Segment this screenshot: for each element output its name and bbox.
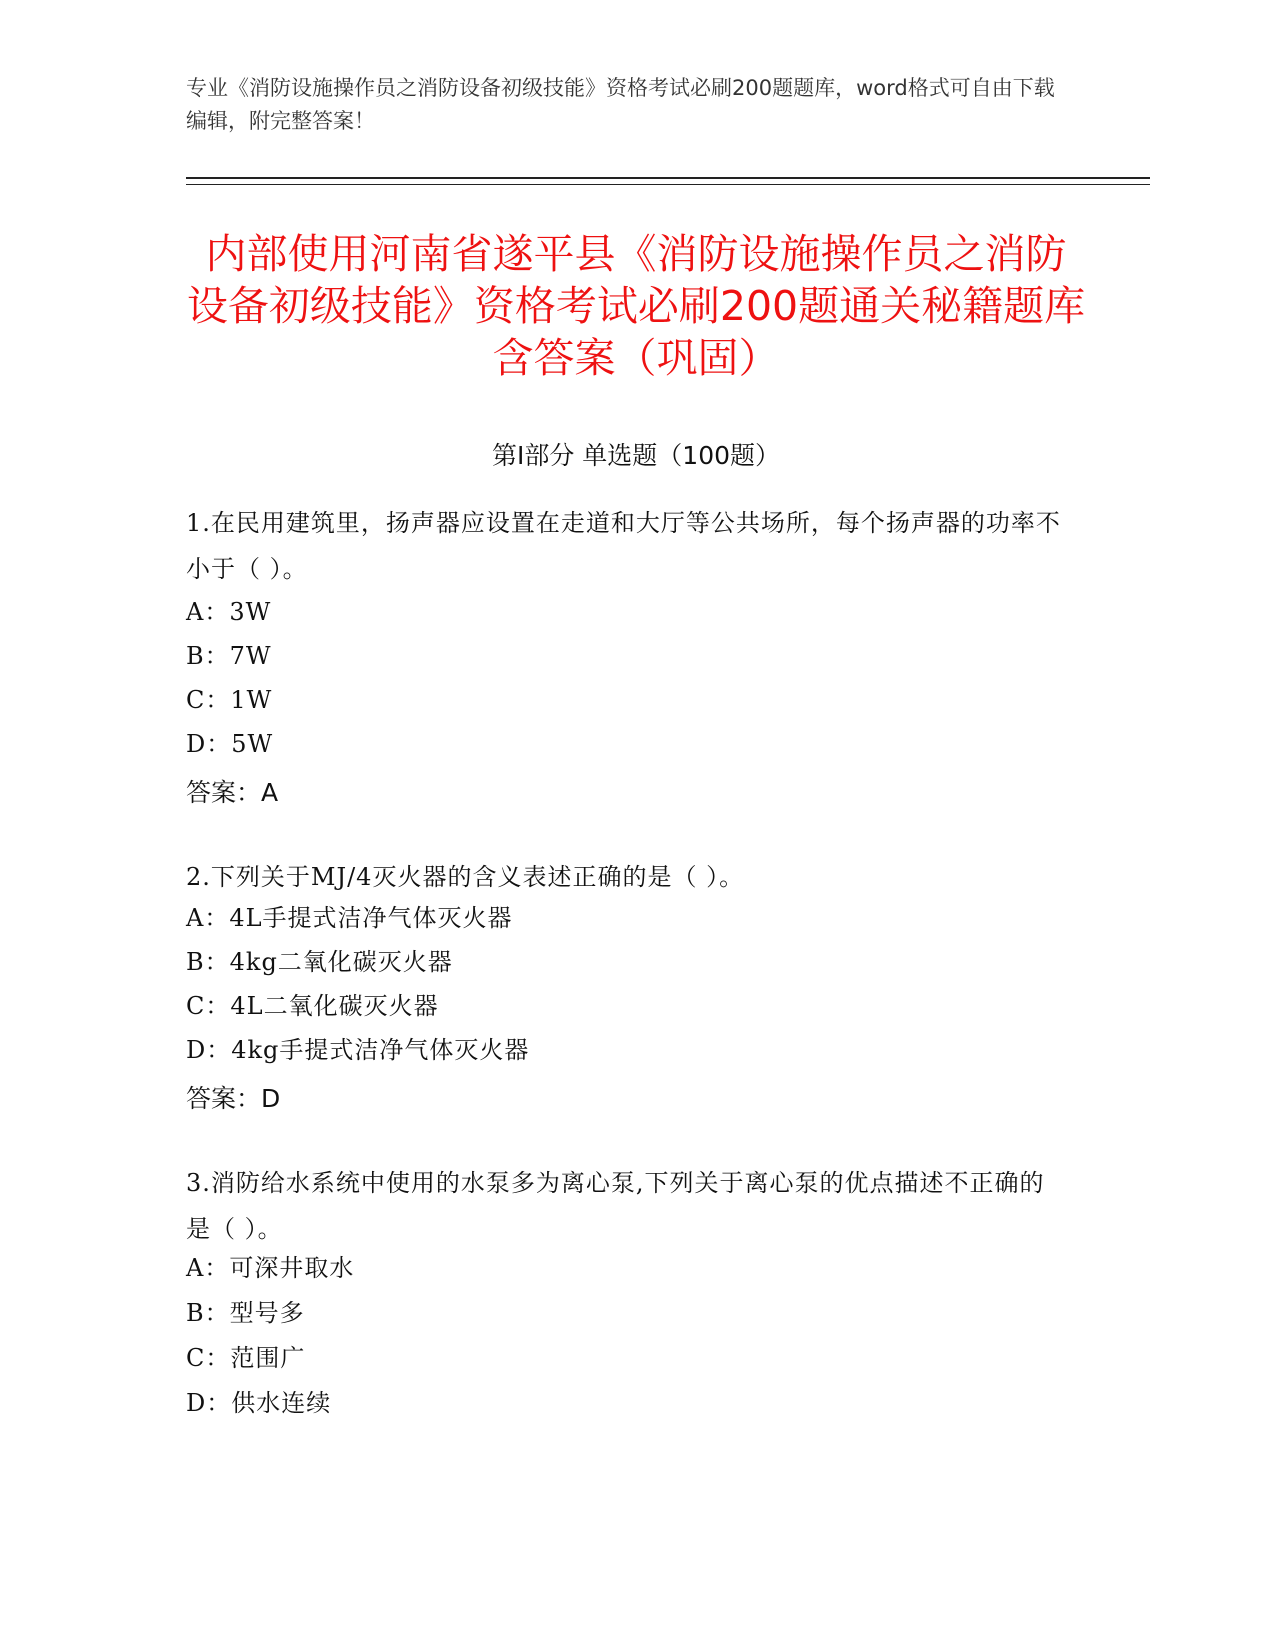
document-title: 内部使用河南省遂平县《消防设施操作员之消防设备初级技能》资格考试必刷200题通关秘籍题库含答案（巩固） — [186, 230, 1086, 382]
question-3-option-b: B：型号多 — [186, 1299, 305, 1327]
question-2-answer: 答案：D — [186, 1084, 281, 1113]
question-1-option-b: B：7W — [186, 642, 272, 670]
question-1-answer: 答案：A — [186, 778, 279, 807]
header-divider-thin — [186, 184, 1150, 185]
question-3-stem: 3.消防给水系统中使用的水泵多为离心泵,下列关于离心泵的优点描述不正确的是（ ）。 — [186, 1169, 1045, 1243]
question-2-option-b: B：4kg二氧化碳灭火器 — [186, 948, 453, 976]
question-2-option-c: C：4L二氧化碳灭火器 — [186, 992, 439, 1020]
question-1-option-a: A：3W — [186, 598, 272, 626]
question-1-option-c: C：1W — [186, 686, 273, 714]
question-2-option-a: A：4L手提式洁净气体灭火器 — [186, 904, 513, 932]
question-1-stem: 1.在民用建筑里，扬声器应设置在走道和大厅等公共场所，每个扬声器的功率不小于（ ）。 — [186, 509, 1061, 583]
question-3-option-c: C：范围广 — [186, 1344, 306, 1372]
header-divider-thick — [186, 177, 1150, 179]
header-note: 专业《消防设施操作员之消防设备初级技能》资格考试必刷200题题库，word格式可自由下载编辑，附完整答案！ — [186, 76, 1055, 133]
question-1-option-d: D：5W — [186, 730, 274, 758]
question-2-option-d: D：4kg手提式洁净气体灭火器 — [186, 1036, 530, 1064]
question-2-stem: 2.下列关于MJ/4灭火器的含义表述正确的是（ ）。 — [186, 863, 745, 891]
question-3-option-a: A：可深井取水 — [186, 1254, 355, 1282]
question-3-option-d: D：供水连续 — [186, 1389, 332, 1417]
section-title: 第Ⅰ部分 单选题（100题） — [491, 441, 781, 470]
